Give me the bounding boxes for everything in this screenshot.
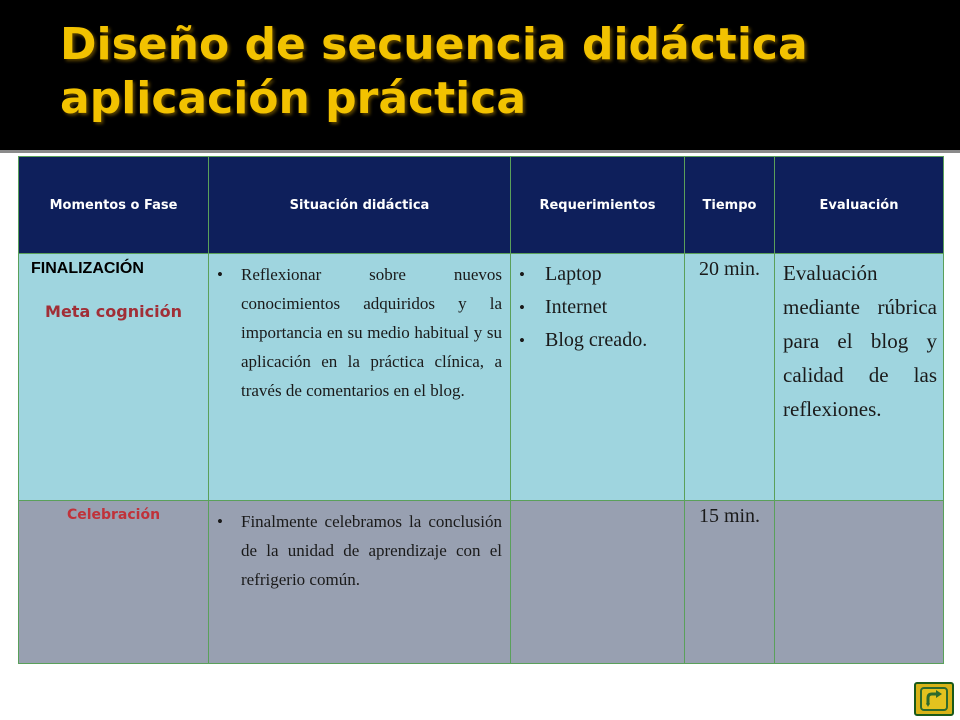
slide-title-line-1: Diseño de secuencia didáctica xyxy=(60,19,808,70)
evaluation-cell xyxy=(775,254,944,501)
situation-text: Finalmente celebramos la conclusión de la unidad de aprendizaje con el refrigerio común. xyxy=(241,512,502,589)
evaluation-text: Evaluación mediante rúbrica para el blog y calidad de las reflexiones. xyxy=(783,261,937,421)
requirement-text: Blog creado. xyxy=(545,329,648,351)
column-header-evaluation: Evaluación xyxy=(775,157,944,254)
evaluation-cell xyxy=(775,501,944,664)
requirements-cell xyxy=(511,501,685,664)
column-header-situation: Situación didáctica xyxy=(209,157,511,254)
column-header-requirements: Requerimientos xyxy=(511,157,685,254)
phase-sub-label: Meta cognición xyxy=(45,302,182,321)
return-arrow-icon xyxy=(920,687,948,711)
time-cell xyxy=(685,501,775,664)
phase-cell xyxy=(19,254,209,501)
table-row xyxy=(19,501,944,664)
situation-text: Reflexionar sobre nuevos conocimientos adquiridos y la importancia en su medio habitual y su aplicación en la práctica clínica, a través de comentarios en el blog. xyxy=(241,265,502,400)
column-header-phase: Momentos o Fase xyxy=(19,157,209,254)
situation-cell xyxy=(209,254,511,501)
return-button[interactable] xyxy=(914,682,954,716)
column-header-time: Tiempo xyxy=(685,157,775,254)
time-cell xyxy=(685,254,775,501)
title-divider xyxy=(0,150,960,153)
list-item xyxy=(519,324,684,357)
situation-cell xyxy=(209,501,511,664)
requirements-list xyxy=(511,254,684,357)
bullet-icon: • xyxy=(217,512,223,531)
didactic-sequence-table xyxy=(18,156,944,664)
slide-title xyxy=(60,18,940,126)
table-row xyxy=(19,254,944,501)
requirement-text: Laptop xyxy=(545,263,602,285)
slide-title-line-2: aplicación práctica xyxy=(60,73,527,124)
phase-label: Celebración xyxy=(66,507,161,523)
bullet-icon: • xyxy=(217,265,223,284)
list-item xyxy=(519,258,684,291)
list-item xyxy=(519,291,684,324)
requirement-text: Internet xyxy=(545,296,608,318)
evaluation-text xyxy=(775,501,943,503)
bullet-icon: • xyxy=(519,298,525,317)
phase-cell xyxy=(19,501,209,664)
bullet-icon: • xyxy=(519,331,525,350)
table-header-row xyxy=(19,157,944,254)
requirements-cell xyxy=(511,254,685,501)
phase-label: FINALIZACIÓN xyxy=(31,260,144,277)
time-value: 15 min. xyxy=(698,505,761,527)
time-value: 20 min. xyxy=(698,258,761,280)
bullet-icon: • xyxy=(519,265,525,284)
